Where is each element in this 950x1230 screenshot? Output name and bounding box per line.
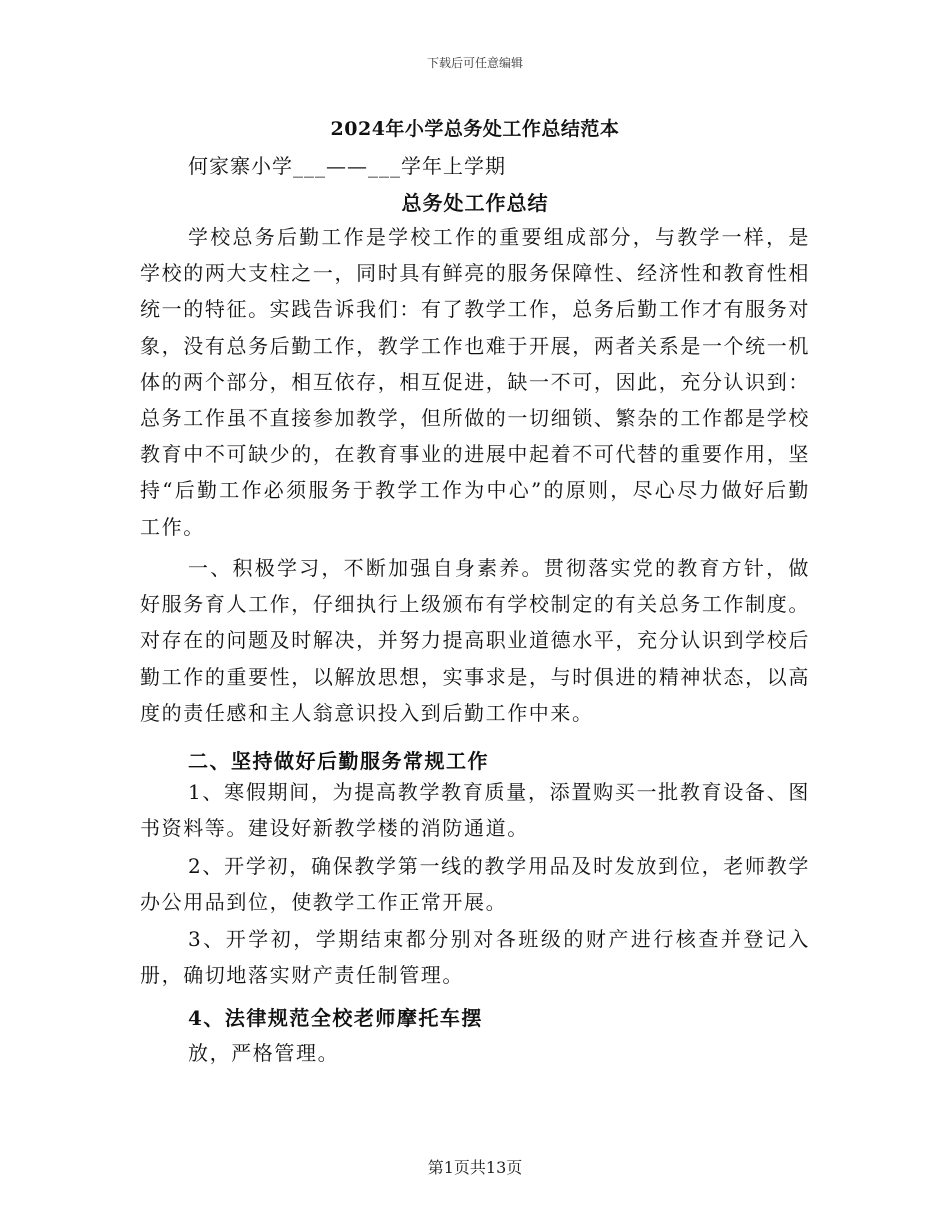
item3-paragraph: 3、开学初，学期结束都分别对各班级的财产进行核查并登记入册，确切地落实财产责任制管理。 bbox=[140, 927, 810, 988]
item4-continuation: 放，严格管理。 bbox=[188, 1041, 340, 1065]
intro-paragraph: 学校总务后勤工作是学校工作的重要组成部分，与教学一样，是学校的两大支柱之一，同时具有鲜亮的服务保障性、经济性和教育性相统一的特征。实践告诉我们：有了教学工作，总务后勤工作才有服务对象，没有总务后勤工作，教学工作也难于开展，两者关系是一个统一机体的两个部分，相互依存，相互促进，缺一不可，因此，充分认识到：总务工作虽不直接参加教学，但所做的一切细锁、繁杂的工作都是学校教育中不可缺少的，在教育事业的进展中起着不可代替的重要作用，坚持“后勤工作必须服务于教学工作为中心”的原则，尽心尽力做好后勤工作。 bbox=[140, 225, 810, 539]
page-footer: 第1页共13页 bbox=[427, 1158, 523, 1177]
item1-paragraph: 1、寒假期间，为提高教学教育质量，添置购买一批教育设备、图书资料等。建设好新教学楼的消防通道。 bbox=[140, 780, 810, 841]
section-title: 总务处工作总结 bbox=[401, 191, 549, 215]
item2-paragraph: 2、开学初，确保教学第一线的教学用品及时发放到位，老师教学办公用品到位，使教学工作正常开展。 bbox=[140, 854, 810, 915]
header-note: 下载后可任意编辑 bbox=[426, 56, 523, 70]
part1-paragraph: 一、积极学习，不断加强自身素养。贯彻落实党的教育方针，做好服务育人工作，仔细执行上级颁布有学校制定的有关总务工作制度。对存在的问题及时解决，并努力提高职业道德水平，充分认识到学校后勤工作的重要性，以解放思想，实事求是，与时俱进的精神状态，以高度的责任感和主人翁意识投入到后勤工作中来。 bbox=[140, 556, 810, 725]
school-term-line: 何家寨小学___——___学年上学期 bbox=[188, 154, 506, 178]
document-title: 2024年小学总务处工作总结范本 bbox=[330, 118, 620, 140]
item4-heading: 4、法律规范全校老师摩托车摆 bbox=[188, 1006, 483, 1030]
part2-heading: 二、坚持做好后勤服务常规工作 bbox=[188, 749, 489, 773]
